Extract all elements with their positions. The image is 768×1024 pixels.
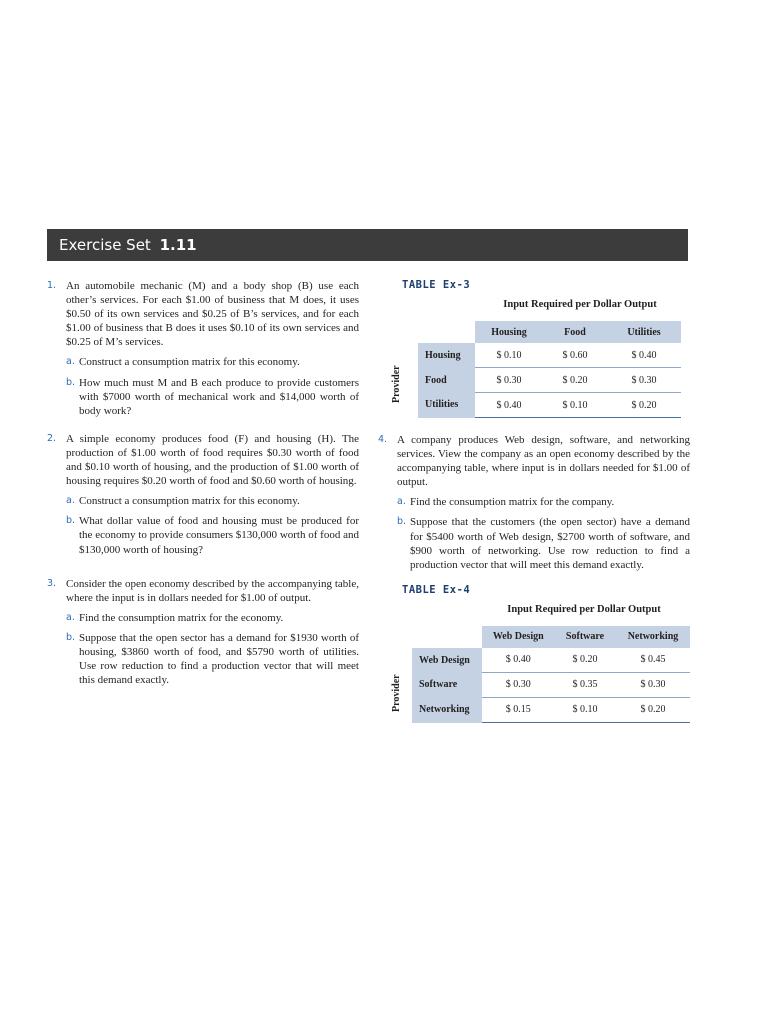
exercise-number: 1. <box>47 280 57 291</box>
part-label: a. <box>66 356 75 368</box>
header-title: Exercise Set <box>59 236 151 254</box>
table-cell: $ 0.30 <box>475 368 543 393</box>
table-cell: $ 0.45 <box>616 648 690 673</box>
exercise-part <box>397 515 690 571</box>
table-cell: $ 0.20 <box>616 697 690 722</box>
column-header: Web Design <box>482 626 554 648</box>
part-label: b. <box>66 376 76 388</box>
table-caption: Input Required per Dollar Output <box>507 603 661 615</box>
part-text: Find the consumption matrix for the economy. <box>79 611 284 624</box>
part-label: b. <box>66 631 76 643</box>
exercise-part <box>66 355 359 369</box>
table-cell: $ 0.10 <box>475 343 543 368</box>
exercise-3 <box>47 577 359 688</box>
row-header: Food <box>418 368 475 393</box>
part-text: What dollar value of food and housing must be produced for the economy to provide consumers $130,000 worth of food and $130,000 worth of housing? <box>79 515 359 556</box>
io-table <box>412 626 690 723</box>
table-cell: $ 0.60 <box>543 343 607 368</box>
exercise-1 <box>47 279 359 418</box>
row-header: Housing <box>418 343 475 368</box>
exercise-part <box>66 376 359 418</box>
table-cell: $ 0.40 <box>482 648 554 673</box>
provider-label: Provider <box>391 365 402 403</box>
table-ex4 <box>378 604 690 732</box>
exercise-text: A simple economy produces food (F) and housing (H). The production of $1.00 worth of food requires $0.30 worth of food and $0.10 worth of housing, and the production of $1.00 worth of housing requires $0.20 worth of food and $0.60 worth of housing. <box>66 432 359 488</box>
table-cell: $ 0.40 <box>607 343 681 368</box>
exercise-2 <box>47 432 359 557</box>
part-label: a. <box>66 495 75 507</box>
left-column <box>47 279 359 699</box>
exercise-number: 4. <box>378 434 388 445</box>
row-header: Web Design <box>412 648 482 673</box>
part-label: b. <box>397 516 407 528</box>
table-cell: $ 0.30 <box>482 672 554 697</box>
exercise-text: A company produces Web design, software, and networking services. View the company as an open economy described by the accompanying table, where input is in dollars needed for $1.00 of output. <box>397 434 690 489</box>
table-cell: $ 0.40 <box>475 393 543 418</box>
exercise-part <box>66 611 359 625</box>
io-table <box>418 321 681 418</box>
right-column <box>378 279 690 732</box>
row-header: Networking <box>412 697 482 722</box>
exercise-text: Consider the open economy described by the accompanying table, where the input is in dollars needed for $1.00 of output. <box>66 577 359 604</box>
table-ex4-title: TABLE Ex-4 <box>402 583 471 596</box>
table-cell: $ 0.30 <box>616 672 690 697</box>
row-header: Software <box>412 672 482 697</box>
column-header: Food <box>543 321 607 343</box>
row-header: Utilities <box>418 393 475 418</box>
corner-cell <box>412 626 482 648</box>
part-label: b. <box>66 515 76 527</box>
provider-label: Provider <box>391 674 402 712</box>
part-text: How much must M and B each produce to provide customers with $7000 worth of mechanical work and $14,000 worth of body work? <box>79 376 359 417</box>
table-cell: $ 0.20 <box>543 368 607 393</box>
exercise-part <box>66 494 359 508</box>
exercise-part <box>66 514 359 556</box>
table-ex3 <box>378 299 690 427</box>
exercise-text: An automobile mechanic (M) and a body shop (B) use each other’s services. For each $1.00 of business that M does, it uses $0.50 of its own services and $0.25 of B’s services, and for each $1.00 of business that B does it uses $0.10 of its own services and $0.25 of M’s services. <box>66 280 359 349</box>
exercise-4 <box>378 433 690 572</box>
table-cell: $ 0.10 <box>554 697 616 722</box>
part-text: Suppose that the customers (the open sector) have a demand for $5400 worth of Web design, $2700 worth of software, and $900 worth of networking. Use row reduction to find a production vector that will meet this demand exactly. <box>410 516 690 571</box>
column-header: Utilities <box>607 321 681 343</box>
part-text: Suppose that the open sector has a demand for $1930 worth of housing, $3860 worth of food, and $5790 worth of utilities. Use row reduction to find a production vector that will meet this demand exactly. <box>79 631 359 687</box>
part-label: a. <box>397 496 406 508</box>
table-cell: $ 0.30 <box>607 368 681 393</box>
table-cell: $ 0.20 <box>607 393 681 418</box>
part-text: Construct a consumption matrix for this economy. <box>79 356 300 369</box>
exercise-part <box>66 631 359 687</box>
corner-cell <box>418 321 475 343</box>
column-header: Networking <box>616 626 690 648</box>
exercise-part <box>397 495 690 509</box>
part-text: Construct a consumption matrix for this economy. <box>79 495 300 508</box>
table-caption: Input Required per Dollar Output <box>503 299 657 310</box>
part-text: Find the consumption matrix for the company. <box>410 496 615 509</box>
table-cell: $ 0.35 <box>554 672 616 697</box>
table-ex3-title: TABLE Ex-3 <box>402 279 471 291</box>
table-cell: $ 0.20 <box>554 648 616 673</box>
exercise-number: 2. <box>47 432 57 444</box>
table-cell: $ 0.10 <box>543 393 607 418</box>
exercise-set-header <box>47 229 688 261</box>
column-header: Housing <box>475 321 543 343</box>
table-cell: $ 0.15 <box>482 697 554 722</box>
column-header: Software <box>554 626 616 648</box>
part-label: a. <box>66 611 75 623</box>
header-number: 1.11 <box>159 236 197 254</box>
exercise-number: 3. <box>47 577 57 589</box>
